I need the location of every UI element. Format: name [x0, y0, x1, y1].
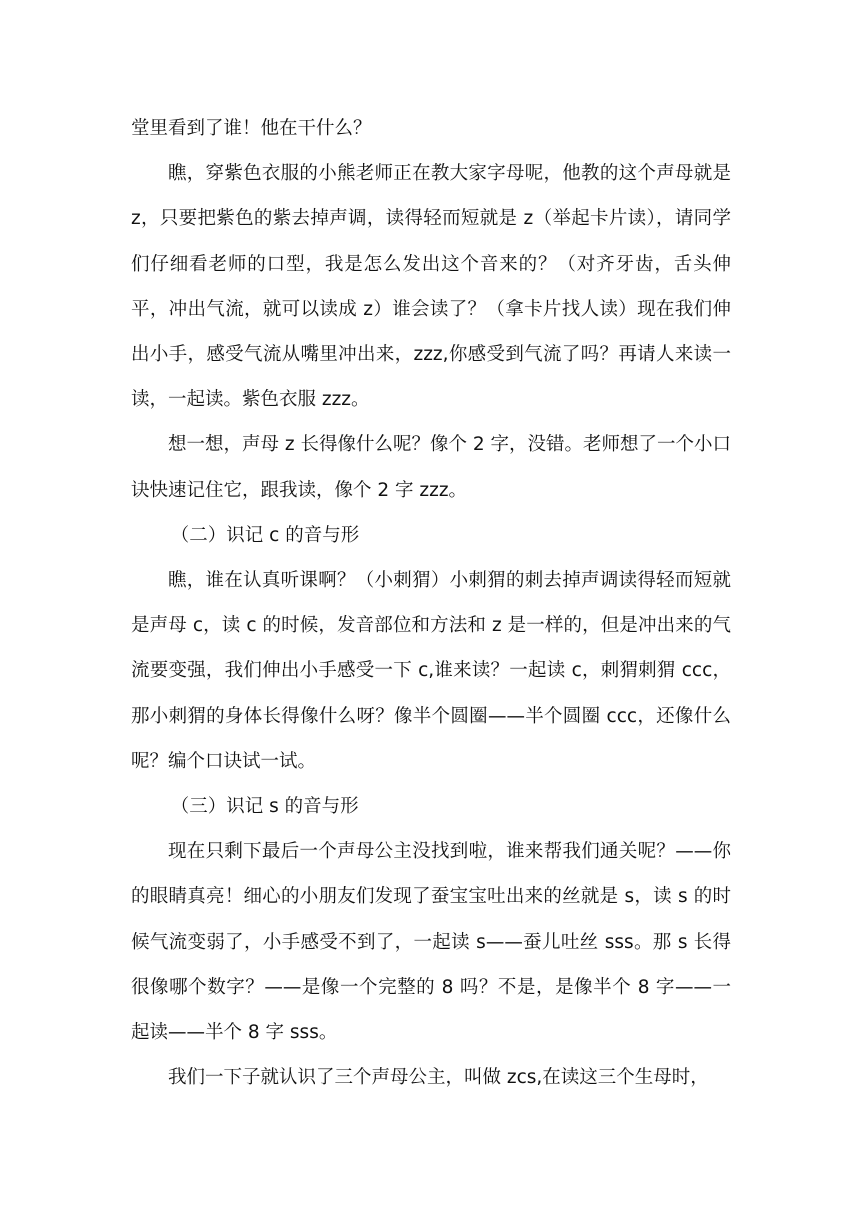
paragraph-continuation: 堂里看到了谁！他在干什么？: [131, 118, 372, 139]
section-heading-s: （三）识记 s 的音与形: [170, 796, 359, 818]
paragraph-summary: 我们一下子就认识了三个声母公主，叫做 zcs,在读这三个生母时，: [168, 1067, 709, 1089]
paragraph-c-intro: 瞧，谁在认真听课啊？（小刺猬）小刺猬的刺去掉声调读得轻而短就是声母 c，读 c 的时候，发音部位和方法和 z 是一样的，但是冲出来的气流要变强，我们伸出小手感受一下 c,谁来读？一起读 c，刺猬刺猬 ccc，那小刺猬的身体长得像什么呀？像半个圆圈——半个圆圈 ccc，还像什么呢？编个口诀试一试。: [131, 570, 731, 772]
paragraph-z-intro: 瞧，穿紫色衣服的小熊老师正在教大家字母呢，他教的这个声母就是 z，只要把紫色的紫去掉声调，读得轻而短就是 z（举起卡片读），请同学们仔细看老师的口型，我是怎么发出这个音来的？（对齐牙齿，舌头伸平，冲出气流，就可以读成 z）谁会读了？（拿卡片找人读）现在我们伸出小手，感受气流从嘴里冲出来，zzz,你感受到气流了吗？再请人来读一读，一起读。紫色衣服 zzz。: [131, 163, 731, 411]
paragraph-z-shape: 想一想，声母 z 长得像什么呢？像个 2 字，没错。老师想了一个小口诀快速记住它，跟我读，像个 2 字 zzz。: [131, 434, 732, 501]
section-heading-c: （二）识记 c 的音与形: [170, 524, 360, 546]
document-body: [131, 106, 731, 1100]
paragraph-s-intro: 现在只剩下最后一个声母公主没找到啦，谁来帮我们通关呢？——你的眼睛真亮！细心的小朋友们发现了蚕宝宝吐出来的丝就是 s，读 s 的时候气流变弱了，小手感受不到了，一起读 s——蚕儿吐丝 sss。那 s 长得很像哪个数字？——是像一个完整的 8 吗？不是，是像半个 8 字——一起读——半个 8 字 sss。: [131, 841, 731, 1044]
